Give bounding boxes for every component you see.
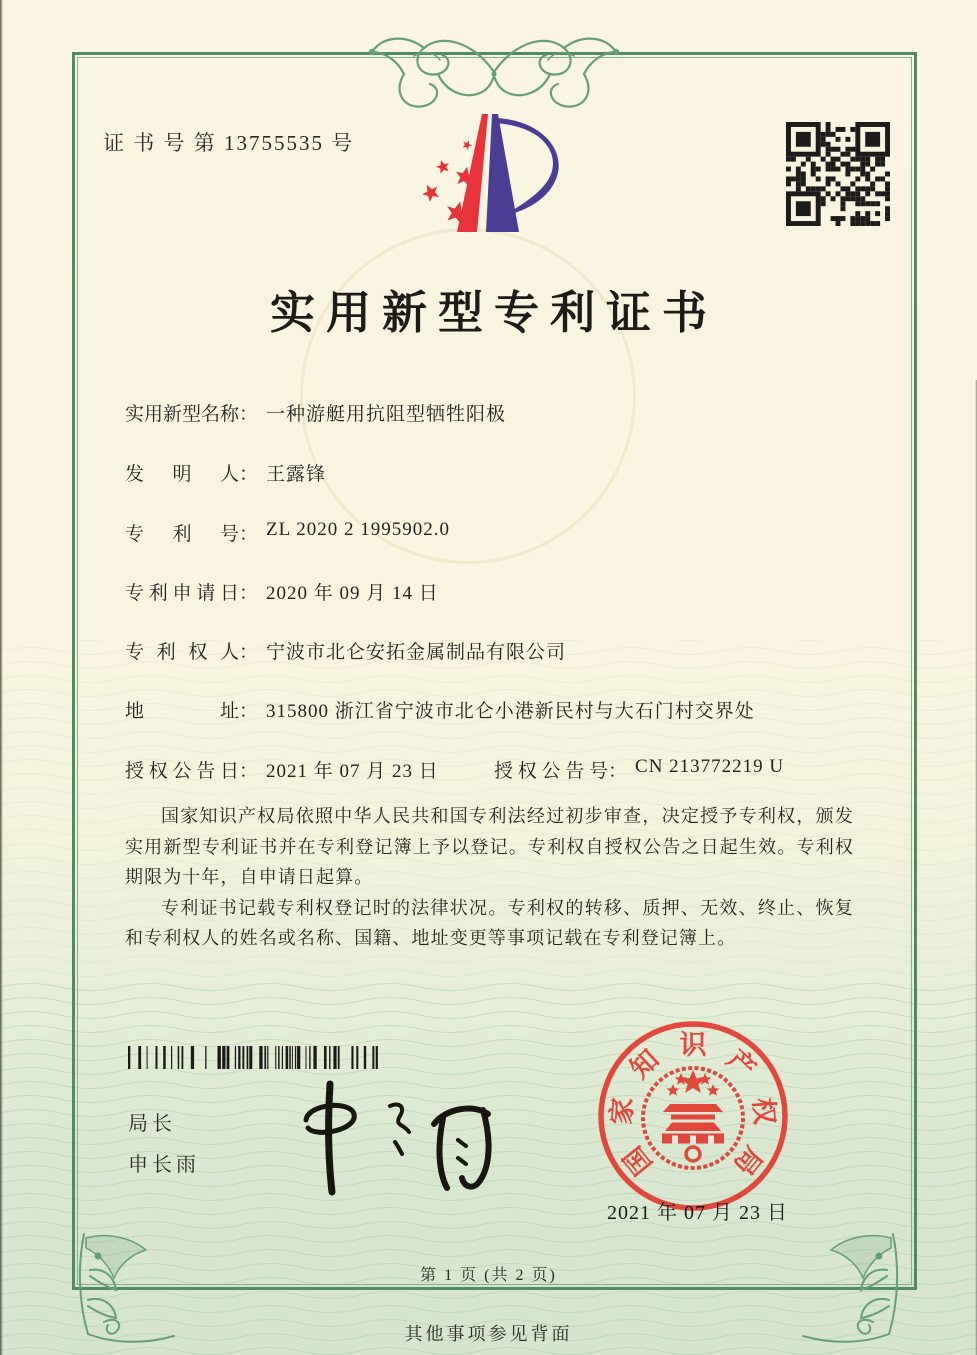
seal-char: 国	[617, 1140, 658, 1181]
field-colon: ：	[239, 524, 259, 545]
field-value: 2021 年 07 月 23 日	[266, 761, 439, 782]
field-colon: ：	[239, 701, 259, 722]
field-value: CN 213772219 U	[635, 756, 785, 777]
field-label: 地址	[125, 701, 239, 722]
field-label: 专利权人	[125, 642, 239, 663]
field-label: 授权公告号	[494, 761, 608, 782]
seal-char: 知	[624, 1043, 665, 1085]
field-label: 发明人	[125, 464, 239, 485]
certificate-title: 实用新型专利证书	[269, 288, 718, 338]
field-label: 实用新型名称	[125, 404, 240, 425]
field-row-patentee	[125, 637, 887, 664]
field-value: 2020 年 09 月 14 日	[266, 583, 439, 604]
field-colon: ：	[239, 583, 259, 604]
qr-code	[786, 122, 890, 226]
field-row-grant	[125, 756, 887, 783]
seal-char: 局	[728, 1140, 769, 1181]
seal-char: 产	[721, 1043, 762, 1085]
back-note: 其他事项参见背面	[404, 1324, 573, 1344]
seal-date: 2021 年 07 月 23 日	[607, 1202, 788, 1224]
director-title: 局长	[128, 1113, 176, 1135]
field-colon: ：	[239, 464, 259, 485]
official-seal	[595, 1018, 791, 1214]
field-colon: ：	[239, 642, 259, 663]
cnipa-logo	[405, 100, 583, 252]
field-pair-grant-number	[494, 756, 784, 783]
logo-blue-wedge	[486, 114, 519, 232]
seal-char: 家	[606, 1096, 639, 1126]
field-label: 专利号	[125, 524, 239, 545]
field-row-name	[125, 399, 887, 426]
director-signature	[278, 1078, 510, 1200]
field-value: 王露锋	[266, 464, 327, 485]
field-colon: ：	[239, 761, 259, 782]
body-paragraph-1: 国家知识产权局依照中华人民共和国专利法经过初步审查，决定授予专利权，颁发实用新型专利证书并在专利登记簿上予以登记。专利权自授权公告之日起生效。专利权期限为十年，自申请日起算。	[125, 806, 854, 887]
field-value: 一种游艇用抗阻型牺牲阳极	[266, 404, 507, 425]
field-value: 315800 浙江省宁波市北仑小港新民村与大石门村交界处	[266, 701, 755, 722]
field-value: ZL 2020 2 1995902.0	[266, 519, 451, 540]
field-row-address	[125, 696, 887, 723]
field-label: 专利申请日	[125, 583, 239, 604]
field-colon: ：	[608, 761, 628, 782]
seal-char: 权	[747, 1096, 780, 1126]
field-row-filing-date	[125, 578, 887, 605]
seal-char: 识	[679, 1030, 707, 1060]
field-colon: ：	[239, 404, 259, 425]
legal-text	[125, 801, 854, 954]
director-name: 申长雨	[128, 1154, 200, 1176]
field-label: 授权公告日	[125, 761, 239, 782]
barcode	[128, 1046, 381, 1069]
field-row-patent-no	[125, 519, 887, 546]
field-value: 宁波市北仑安拓金属制品有限公司	[266, 642, 567, 663]
field-row-inventor	[125, 459, 887, 486]
body-paragraph-2: 专利证书记载专利权登记时的法律状况。专利权的转移、质押、无效、终止、恢复和专利权人的姓名或名称、国籍、地址变更等事项记载在专利登记簿上。	[125, 897, 854, 948]
page-number: 第 1 页 (共 2 页)	[420, 1267, 557, 1284]
certificate-number: 证 书 号 第 13755535 号	[103, 131, 355, 155]
scan-edge-left	[0, 0, 3, 1355]
national-emblem-icon	[643, 1068, 743, 1168]
